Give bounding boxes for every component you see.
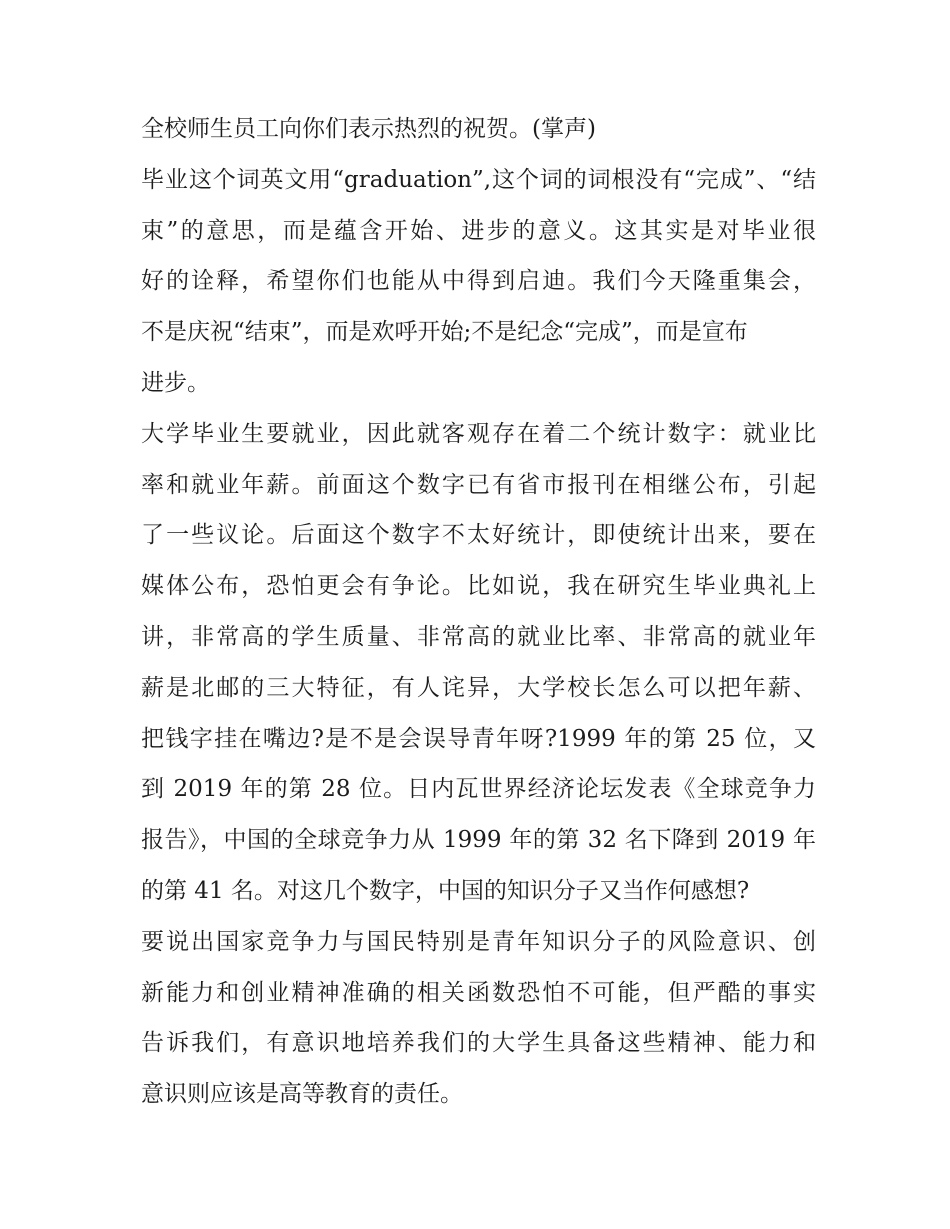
text-line: 不是庆祝“结束”，而是欢呼开始;不是纪念“完成”，而是宣布: [141, 319, 748, 346]
text-line: 束”的意思，而是蕴含开始、进步的意义。这其实是对毕业很: [141, 217, 816, 244]
text-line: 大学毕业生要就业，因此就客观存在着二个统计数字：就业比: [141, 420, 816, 447]
text-line: 报告》，中国的全球竞争力从 1999 年的第 32 名下降到 2019 年: [141, 827, 816, 854]
text-line: 进步。: [141, 369, 210, 396]
body-text: [141, 104, 816, 1120]
text-line: 毕业这个词英文用“graduation”,这个词的词根没有“完成”、“结: [141, 166, 816, 193]
text-line: 到 2019 年的第 28 位。日内瓦世界经济论坛发表《全球竞争力: [141, 776, 816, 803]
text-line: 的第 41 名。对这几个数字，中国的知识分子又当作何感想?: [141, 877, 750, 904]
text-line: 意识则应该是高等教育的责任。: [141, 1081, 463, 1108]
text-line: 新能力和创业精神准确的相关函数恐怕不可能，但严酷的事实: [141, 979, 816, 1006]
text-line: 媒体公布，恐怕更会有争论。比如说，我在研究生毕业典礼上: [141, 573, 816, 600]
text-line: 了一些议论。后面这个数字不太好统计，即使统计出来，要在: [141, 522, 816, 549]
text-line: 全校师生员工向你们表示热烈的祝贺。(掌声): [141, 116, 596, 142]
text-line: 率和就业年薪。前面这个数字已有省市报刊在相继公布，引起: [141, 471, 816, 498]
text-line: 要说出国家竞争力与国民特别是青年知识分子的风险意识、创: [141, 928, 816, 955]
text-line: 薪是北邮的三大特征，有人诧异，大学校长怎么可以把年薪、: [141, 674, 816, 701]
text-line: 告诉我们，有意识地培养我们的大学生具备这些精神、能力和: [141, 1030, 816, 1057]
text-line: 把钱字挂在嘴边?是不是会误导青年呀?1999 年的第 25 位，又: [141, 725, 816, 752]
text-line: 讲，非常高的学生质量、非常高的就业比率、非常高的就业年: [141, 623, 816, 650]
text-line: 好的诠释，希望你们也能从中得到启迪。我们今天隆重集会，: [141, 268, 816, 295]
